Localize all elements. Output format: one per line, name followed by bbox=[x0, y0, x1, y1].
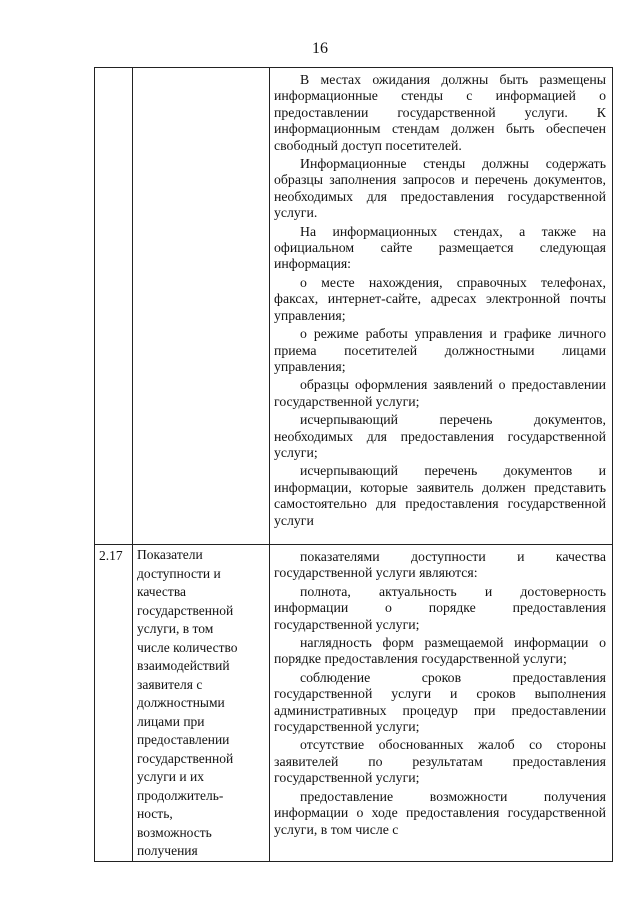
table-row bbox=[95, 545, 613, 862]
row-title bbox=[133, 545, 270, 862]
row-title bbox=[133, 68, 270, 545]
regulation-table bbox=[94, 67, 613, 862]
paragraph: исчерпывающий перечень документов, необходимых для предоставления государственной услуги; bbox=[274, 412, 606, 460]
paragraph: предоставление возможности получения информации о ходе предоставления государственной услуги, в том числе с bbox=[274, 788, 606, 837]
page-number: 16 bbox=[312, 40, 328, 57]
row-content bbox=[270, 68, 613, 545]
paragraph: Информационные стенды должны содержать образцы заполнения запросов и перечень документов, необходимых для предоставления государственной услуги. bbox=[274, 156, 606, 221]
paragraph: На информационных стендах, а также на официальном сайте размещается следующая информация: bbox=[274, 223, 606, 272]
table-row bbox=[95, 68, 613, 545]
paragraph: исчерпывающий перечень документов и информации, которые заявитель должен представить самостоятельно для предоставления государственной услуги bbox=[274, 463, 606, 528]
row-content bbox=[270, 545, 613, 862]
paragraph: отсутствие обоснованных жалоб со стороны заявителей по результатам предоставления государственной услуги; bbox=[274, 737, 606, 786]
row-number: 2.17 bbox=[95, 545, 133, 862]
paragraph: о месте нахождения, справочных телефонах, факсах, интернет-сайте, адресах электронной почты управления; bbox=[274, 274, 606, 323]
paragraph: наглядность форм размещаемой информации о порядке предоставления государственной услуги; bbox=[274, 635, 606, 667]
row-number bbox=[95, 68, 133, 545]
paragraph: о режиме работы управления и графике личного приема посетителей должностными лицами управления; bbox=[274, 326, 606, 374]
paragraph: образцы оформления заявлений о предоставлении государственной услуги; bbox=[274, 377, 606, 409]
paragraph: показателями доступности и качества государственной услуги являются: bbox=[274, 549, 606, 581]
paragraph: соблюдение сроков предоставления государственной услуги и сроков выполнения административных процедур при предоставлении государственной услуги; bbox=[274, 669, 606, 735]
paragraph: В местах ожидания должны быть размещены информационные стенды с информацией о предоставлении государственной услуги. К информационным стендам должен быть обеспечен свободный доступ посетителей. bbox=[274, 72, 606, 153]
paragraph: полнота, актуальность и достоверность информации о порядке предоставления государственной услуги; bbox=[274, 583, 606, 632]
row-title-text: Показатели доступности и качества государственной услуги, в том числе количество взаимодействий заявителя с должностными лицами при предоставлении государственной услуги и их продолжитель- ность, возможность получения bbox=[137, 547, 238, 858]
